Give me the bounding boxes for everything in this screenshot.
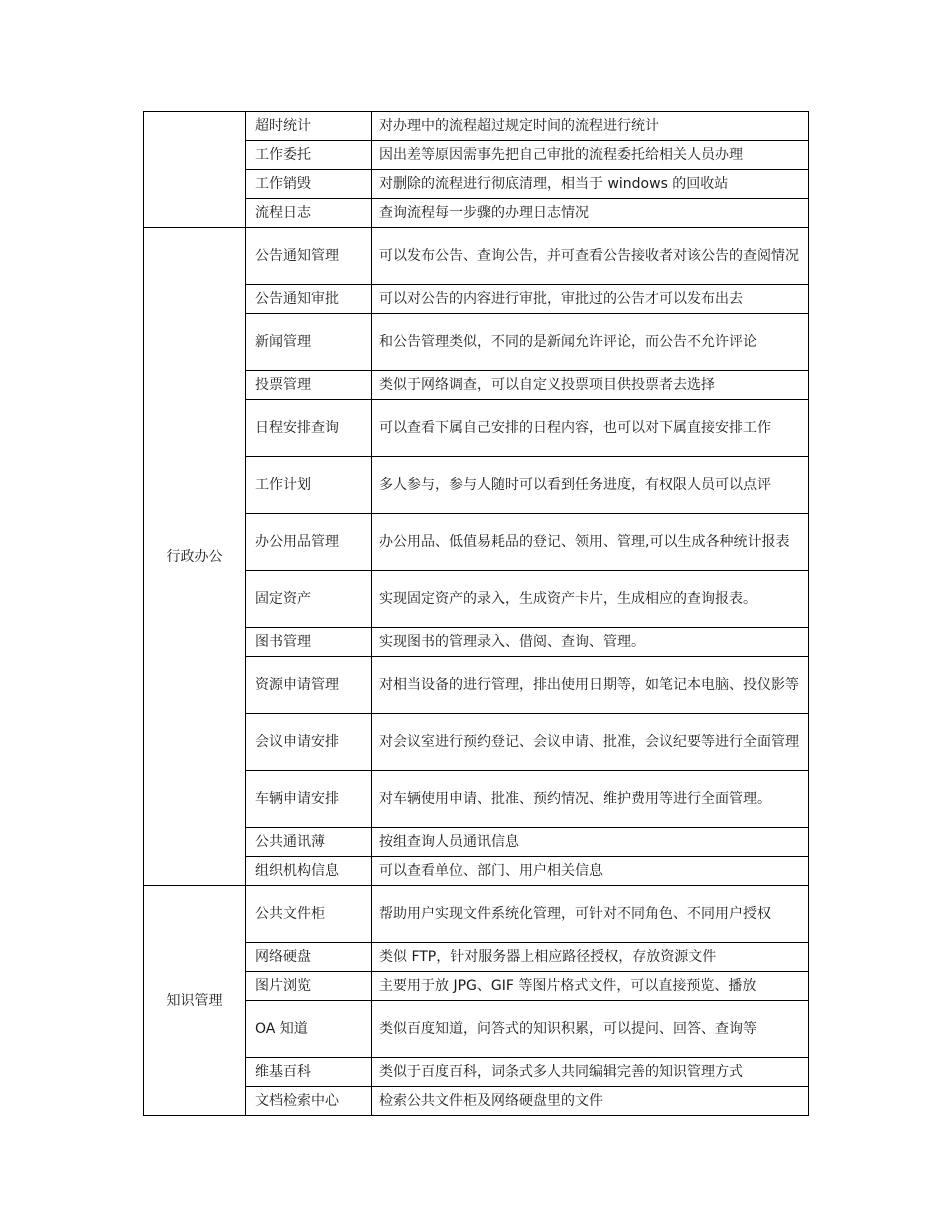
function-description: 帮助用户实现文件系统化管理，可针对不同角色、不同用户授权 bbox=[372, 886, 809, 943]
function-name: 公共文件柜 bbox=[246, 886, 372, 943]
function-description: 可以查看下属自己安排的日程内容，也可以对下属直接安排工作 bbox=[372, 400, 809, 457]
function-name: 资源申请管理 bbox=[246, 657, 372, 714]
function-name: OA 知道 bbox=[246, 1001, 372, 1058]
function-name: 办公用品管理 bbox=[246, 514, 372, 571]
function-name: 公告通知审批 bbox=[246, 285, 372, 314]
table-row bbox=[144, 112, 809, 141]
function-name: 文档检索中心 bbox=[246, 1087, 372, 1116]
function-description: 类似于百度百科，词条式多人共同编辑完善的知识管理方式 bbox=[372, 1058, 809, 1087]
function-description: 对相当设备的进行管理，排出使用日期等，如笔记本电脑、投仪影等 bbox=[372, 657, 809, 714]
function-name: 会议申请安排 bbox=[246, 714, 372, 771]
function-table bbox=[143, 111, 809, 1116]
function-description: 对办理中的流程超过规定时间的流程进行统计 bbox=[372, 112, 809, 141]
function-description: 可以查看单位、部门、用户相关信息 bbox=[372, 857, 809, 886]
function-description: 和公告管理类似，不同的是新闻允许评论，而公告不允许评论 bbox=[372, 314, 809, 371]
function-description: 对删除的流程进行彻底清理，相当于 windows 的回收站 bbox=[372, 170, 809, 199]
function-description: 按组查询人员通讯信息 bbox=[372, 828, 809, 857]
table-row bbox=[144, 228, 809, 285]
function-name: 超时统计 bbox=[246, 112, 372, 141]
function-description: 实现固定资产的录入，生成资产卡片，生成相应的查询报表。 bbox=[372, 571, 809, 628]
function-name: 公共通讯薄 bbox=[246, 828, 372, 857]
function-name: 维基百科 bbox=[246, 1058, 372, 1087]
function-name: 车辆申请安排 bbox=[246, 771, 372, 828]
category-cell: 知识管理 bbox=[144, 886, 246, 1116]
function-description: 可以发布公告、查询公告，并可查看公告接收者对该公告的查阅情况 bbox=[372, 228, 809, 285]
category-cell: 行政办公 bbox=[144, 228, 246, 886]
function-description: 查询流程每一步骤的办理日志情况 bbox=[372, 199, 809, 228]
function-name: 日程安排查询 bbox=[246, 400, 372, 457]
function-name: 工作计划 bbox=[246, 457, 372, 514]
function-description: 类似 FTP，针对服务器上相应路径授权，存放资源文件 bbox=[372, 943, 809, 972]
function-description: 主要用于放 JPG、GIF 等图片格式文件，可以直接预览、播放 bbox=[372, 972, 809, 1001]
function-description: 多人参与，参与人随时可以看到任务进度，有权限人员可以点评 bbox=[372, 457, 809, 514]
function-name: 网络硬盘 bbox=[246, 943, 372, 972]
function-description: 可以对公告的内容进行审批，审批过的公告才可以发布出去 bbox=[372, 285, 809, 314]
function-description: 类似于网络调查，可以自定义投票项目供投票者去选择 bbox=[372, 371, 809, 400]
function-name: 固定资产 bbox=[246, 571, 372, 628]
function-description: 实现图书的管理录入、借阅、查询、管理。 bbox=[372, 628, 809, 657]
function-name: 图片浏览 bbox=[246, 972, 372, 1001]
category-cell bbox=[144, 112, 246, 228]
function-name: 公告通知管理 bbox=[246, 228, 372, 285]
function-description: 对车辆使用申请、批准、预约情况、维护费用等进行全面管理。 bbox=[372, 771, 809, 828]
function-name: 图书管理 bbox=[246, 628, 372, 657]
function-name: 组织机构信息 bbox=[246, 857, 372, 886]
function-name: 流程日志 bbox=[246, 199, 372, 228]
function-description: 对会议室进行预约登记、会议申请、批准，会议纪要等进行全面管理 bbox=[372, 714, 809, 771]
function-description: 检索公共文件柜及网络硬盘里的文件 bbox=[372, 1087, 809, 1116]
function-name: 工作委托 bbox=[246, 141, 372, 170]
function-name: 投票管理 bbox=[246, 371, 372, 400]
function-description: 因出差等原因需事先把自己审批的流程委托给相关人员办理 bbox=[372, 141, 809, 170]
function-name: 工作销毁 bbox=[246, 170, 372, 199]
function-description: 办公用品、低值易耗品的登记、领用、管理,可以生成各种统计报表 bbox=[372, 514, 809, 571]
table-row bbox=[144, 886, 809, 943]
function-description: 类似百度知道，问答式的知识积累，可以提问、回答、查询等 bbox=[372, 1001, 809, 1058]
function-name: 新闻管理 bbox=[246, 314, 372, 371]
